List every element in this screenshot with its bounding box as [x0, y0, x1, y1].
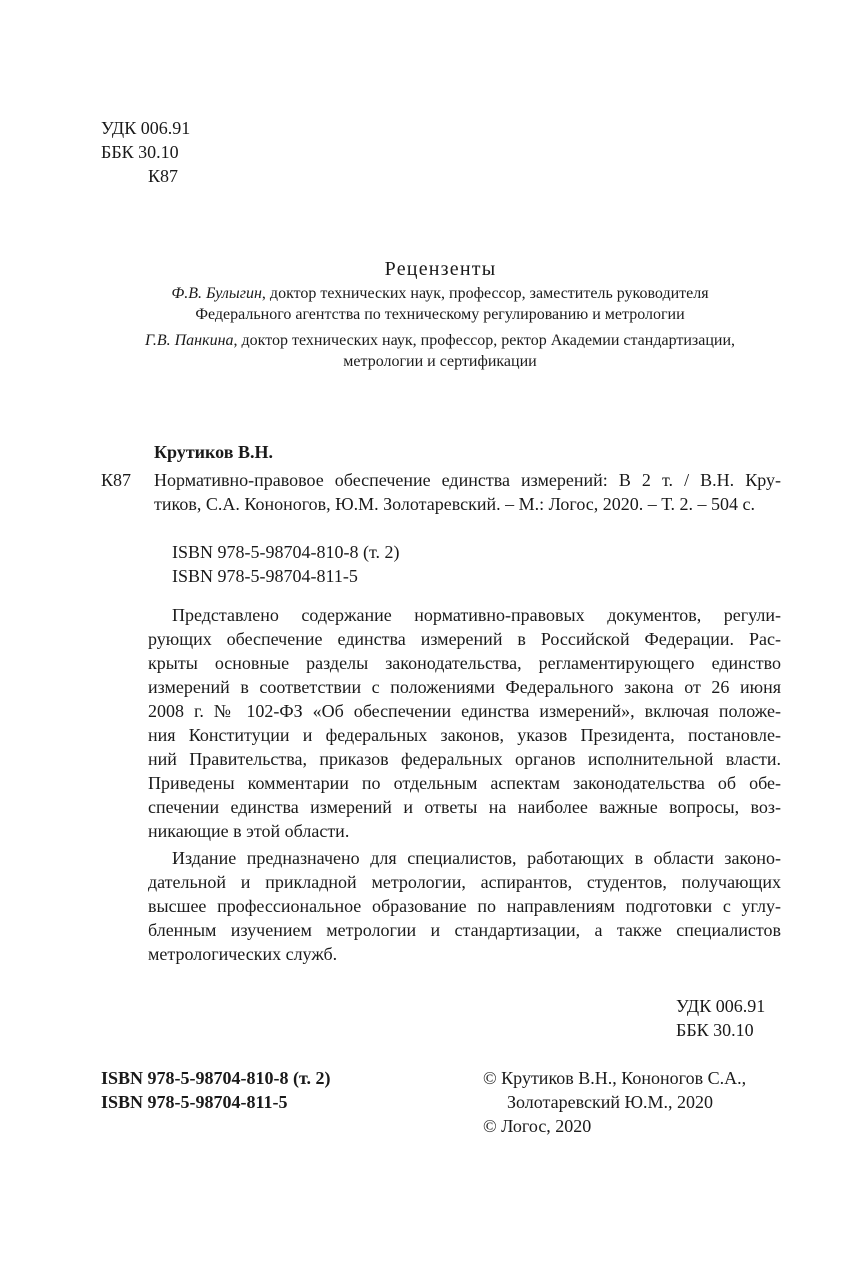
isbn-footer: [101, 1066, 330, 1114]
author-sign-margin: К87: [101, 470, 132, 490]
abstract-line: крыты основные разделы законодательства, регламентирующего единство: [148, 653, 781, 673]
abstract-paragraph: [148, 603, 781, 843]
reviewer-credentials: , доктор технических наук, профессор, ректор Академии стандартизации,: [233, 332, 736, 349]
udk-code: УДК 006.91: [101, 118, 191, 138]
isbn-volume: ISBN 978-5-98704-810-8 (т. 2): [172, 542, 400, 562]
book-author: Крутиков В.Н.: [154, 442, 273, 462]
top-classification-block: [101, 116, 190, 188]
reviewer-name: Г.В. Панкина: [144, 332, 234, 349]
reviewer-credentials: , доктор технических наук, профессор, заместитель руководителя: [261, 285, 709, 302]
bbk-code: ББК 30.10: [676, 1020, 754, 1040]
abstract-line: ний Правительства, приказов федеральных органов исполнительной власти.: [148, 749, 781, 769]
abstract-line: высшее профессиональное образование по направлениям подготовки с углу-: [148, 896, 781, 916]
bibliographic-description: [154, 468, 781, 516]
abstract-line: 2008 г. № 102-ФЗ «Об обеспечении единства измерений», включая положе-: [148, 701, 781, 721]
reviewer-name: Ф.В. Булыгин: [171, 285, 262, 302]
abstract-line: никающие в этой области.: [148, 821, 350, 841]
abstract-line: дательной и прикладной метрологии, аспирантов, студентов, получающих: [148, 872, 781, 892]
abstract-line: спечении единства измерений и ответы на наиболее важные вопросы, воз-: [148, 797, 781, 817]
copyright-publisher: © Логос, 2020: [483, 1116, 592, 1136]
abstract-paragraph: [148, 846, 781, 966]
isbn-list: [172, 540, 400, 588]
isbn-set-bold: ISBN 978-5-98704-811-5: [101, 1092, 288, 1112]
author-sign: К87: [148, 166, 179, 186]
abstract-line: метрологических служб.: [148, 944, 338, 964]
udk-code: УДК 006.91: [676, 996, 766, 1016]
abstract-line: бленным изучением метрологии и стандартизации, а также специалистов: [148, 920, 781, 940]
reviewer-entry: [90, 283, 790, 325]
abstract-line: измерений в соответствии с положениями Федерального закона от 26 июня: [148, 677, 781, 697]
copyright-authors: © Крутиков В.Н., Кононогов С.А.,: [483, 1068, 747, 1088]
copyright-block: [483, 1066, 746, 1138]
reviewers-heading: Рецензенты: [384, 258, 497, 280]
isbn-set: ISBN 978-5-98704-811-5: [172, 566, 358, 586]
isbn-volume-bold: ISBN 978-5-98704-810-8 (т. 2): [101, 1068, 331, 1088]
reviewer-entry: [90, 330, 790, 372]
abstract-line: рующих обеспечение единства измерений в Российской Федерации. Рас-: [148, 629, 781, 649]
abstract-line: Издание предназначено для специалистов, работающих в области законо-: [172, 848, 781, 868]
abstract-line: Представлено содержание нормативно-правовых документов, регули-: [172, 605, 781, 625]
abstract-line: Приведены комментарии по отдельным аспектам законодательства об обе-: [148, 773, 781, 793]
reviewer-affiliation: метрологии и сертификации: [343, 353, 537, 370]
bbk-code: ББК 30.10: [101, 142, 179, 162]
reviewer-affiliation: Федерального агентства по техническому регулированию и метрологии: [195, 306, 685, 323]
bib-line: тиков, С.А. Кононогов, Ю.М. Золотаревский. – М.: Логос, 2020. – Т. 2. – 504 с.: [154, 494, 755, 514]
abstract-line: ния Конституции и федеральных законов, указов Президента, постановле-: [148, 725, 781, 745]
bib-line: Нормативно-правовое обеспечение единства измерений: В 2 т. / В.Н. Кру-: [154, 470, 781, 490]
bottom-classification-block: [676, 994, 765, 1042]
abstract: [148, 603, 781, 966]
copyright-authors-cont: Золотаревский Ю.М., 2020: [507, 1092, 713, 1112]
